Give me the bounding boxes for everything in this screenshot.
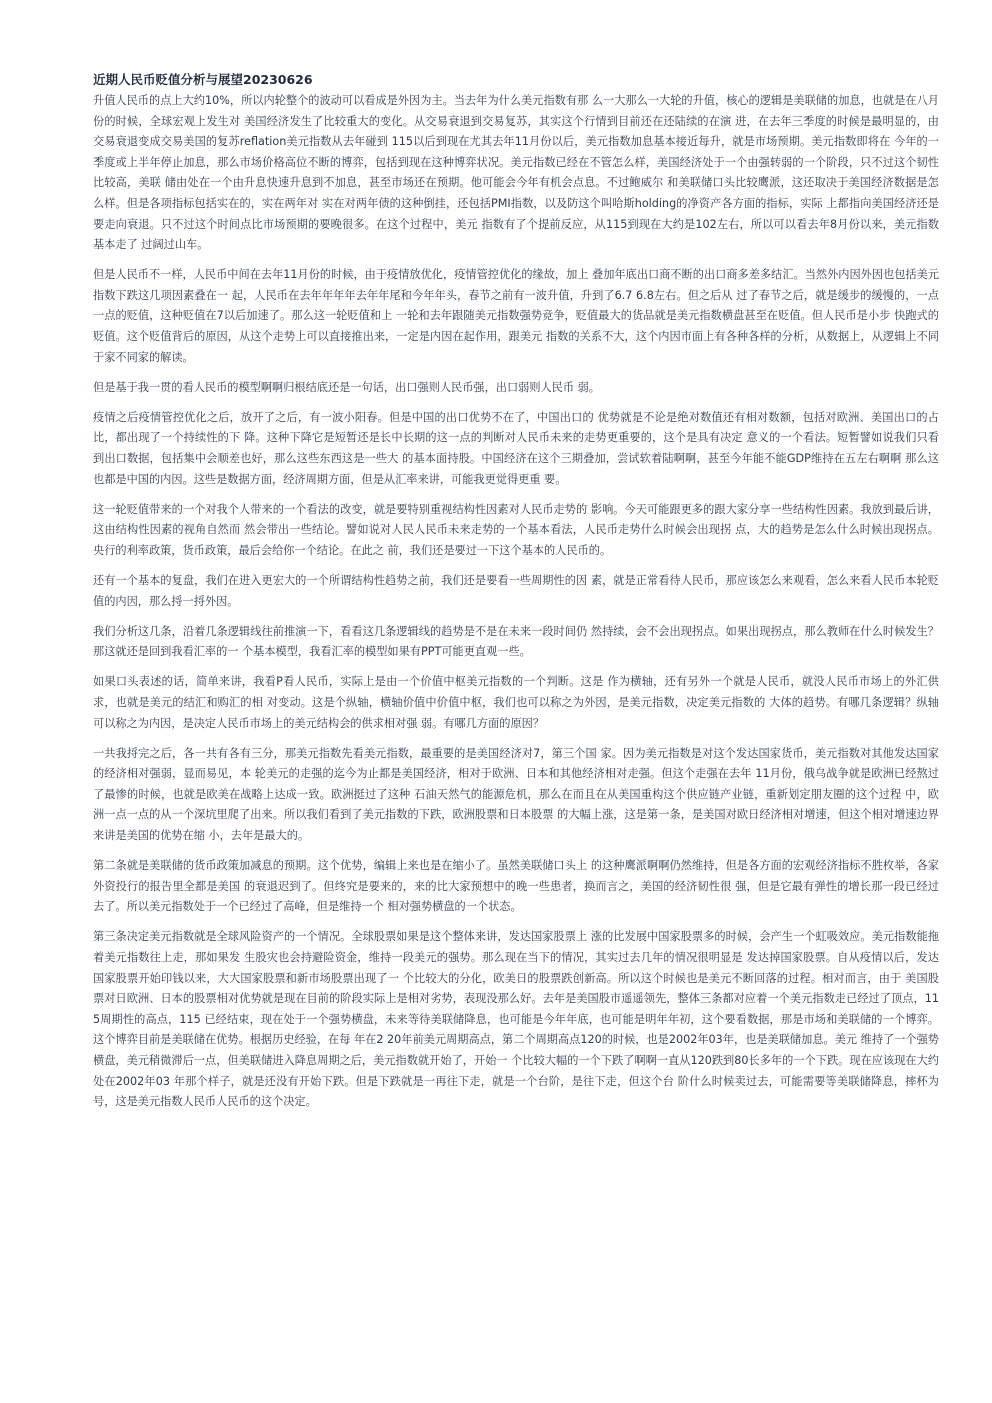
paragraph: 升值人民币的点上大约10%，所以内轮整个的波动可以看成是外因为主。当去年为什么美元指数有那 么一大那么一大轮的升值，核心的逻辑是美联储的加息，也就是在八月份的时候，全球宏观上发生对 美国经济发生了比较重大的变化。从交易衰退到交易复苏，其实这个行情到目前还在还陆续的在演 进，在去年三季度的时候是最明显的，由交易衰退变成交易美国的复苏reflation美元指数从去年碰到 115以后到现在尤其去年11月份以后，美元指数加息基本接近每升，就是市场预期。美元指数即将在 今年的一季度或上半年停止加息，那么市场价格高位不断的博弈，包括到现在这种博弈状况。美元指数已经在不管怎么样，美国经济处于一个由强转弱的一个阶段，只不过这个韧性比较高，美联 储由处在一个由升息快速升息到不加息，甚至市场还在预期。他可能会今年有机会点息。不过鲍威尔 和美联储口头比较鹰派，这还取决于美国经济数据是怎么样。但是各项指标包括实在的，实在两年对 实在对两年债的这种倒挂，还包括PMI指数，以及防这个叫哈斯holding的净资产各方面的指标，实际 上都指向美国经济还是要走向衰退。只不过这个时间点比市场预期的要晚很多。在这个过程中，美元 指数有了个提前反应，从115到现在大约是102左右，所以可以看去年8月份以来，美元指数基本走了 过阔过山车。	[93, 94, 939, 252]
document-page	[93, 70, 939, 1122]
paragraph: 如果口头表述的话，简单来讲，我看P看人民币，实际上是由一个价值中枢美元指数的一个判断。这是 作为横轴，还有另外一个就是人民币，就没人民币市场上的外汇供求，也就是美元的结汇和购汇的相 对变动。这是个纵轴，横轴价值中价值中枢，我们也可以称之为外因，是美元指数，决定美元指数的 大体的趋势。有哪几条逻辑？纵轴可以称之为内因，是决定人民币市场上的美元结构会的供求相对强 弱。有哪几方面的原因？	[93, 675, 939, 730]
paragraph: 疫情之后疫情管控优化之后，放开了之后，有一波小阳春。但是中国的出口优势不在了，中国出口的 优势就是不论是绝对数值还有相对数额，包括对欧洲、美国出口的占比，都出现了一个持续性的下 降。这种下降它是短暂还是长中长期的这一点的判断对人民币未来的走势更重要的，这个是具有决定 意义的一个看法。短暂譬如说我们只看到出口数据，包括集中会顺差也好，那么这些东西这是一些大 的基本面持股。中国经济在这个三期叠加，尝试软着陆啊啊，甚至今年能不能GDP维持在五左右啊啊 那么这也都是中国的内因。这些是数据方面，经济周期方面，但是从汇率来讲，可能我更觉得更重 要。	[93, 410, 939, 486]
paragraph: 但是人民币不一样，人民币中间在去年11月份的时候，由于疫情放优化，疫情管控优化的缘故，加上 叠加年底出口商不断的出口商多差多结汇。当然外内因外因也包括美元指数下跌这几项因素叠在一 起，人民币在去年年年年去年年尾和今年年头，春节之前有一波升值，升到了6.7 6.8左右。但之后从 过了春节之后，就是缓步的缓慢的，一点一点的贬值，这种贬值在7以后加速了。那么这一轮贬值和上 一轮和去年跟随美元指数强势竞争，贬值最大的货品就是美元指数横盘甚至在贬值。但人民币是小步 快跑式的贬值。这个贬值背后的原因，从这个走势上可以直接推出来，一定是内因在起作用，跟美元 指数的关系不大，这个内因市面上有各种各样的分析，从数据上，从逻辑上不同于家不同家的解读。	[93, 268, 939, 364]
paragraph: 一共我捋完之后，各一共有各有三分，那美元指数先看美元指数，最重要的是美国经济对7，第三个国 家。因为美元指数是对这个发达国家货币，美元指数对其他发达国家的经济相对强弱，显而易见，本 轮美元的走强的迄今为止都是美国经济，相对于欧洲、日本和其他经济相对走强。但这个走强在去年 11月份，俄乌战争就是欧洲已经熬过了最惨的时候，也就是欧美在战略上达成一致。欧洲挺过了这种 石油天然气的能源危机，那么在而且在从美国重构这个供应链产业链，重新划定朋友圈的这个过程 中，欧洲一点一点的从一个深坑里爬了出来。所以我们看到了美元指数的下跌，欧洲股票和日本股票 的大幅上涨，这是第一条，是美国对欧日经济相对增速，但这个相对增速边界来讲是美国的优势在缩 小，去年是最大的。	[93, 746, 939, 842]
paragraph: 我们分析这几条，沿着几条逻辑线往前推演一下，看看这几条逻辑线的趋势是不是在未来一段时间仍 然持续，会不会出现拐点。如果出现拐点，那么教师在什么时候发生？那这就还是回到我看汇率的一 个基本模型，我看汇率的模型如果有PPT可能更直观一些。	[93, 624, 939, 659]
paragraph: 但是基于我一贯的看人民币的模型啊啊归根结底还是一句话，出口强则人民币强，出口弱则人民币 弱。	[93, 380, 600, 394]
document-title: 近期人民币贬值分析与展望20230626	[93, 72, 313, 87]
paragraph: 第三条决定美元指数就是全球风险资产的一个情况。全球股票如果是这个整体来讲，发达国家股票上 涨的比发展中国家股票多的时候，会产生一个虹吸效应。美元指数能拖着美元指数往上走，那如果发 生股灾也会持避险资金，维持一段美元的强势。那么现在当下的情况，其实过去几年的情况很明显是 发达掉国家股票。自从疫情以后，发达国家股票开始印钱以来，大大国家股票和新市场股票出现了一 个比较大的分化，欧美日的股票跌创新高。所以这个时候也是美元不断回落的过程。相对而言，由于 美国股票对日欧洲、日本的股票相对优势就是现在目前的阶段实际上是相对劣势，表现没那么好。去年是美国股市遥遥领先，整体三条都对应着一个美元指数走已经过了顶点，115周期性的高点，115 已经结束，现在处于一个强势横盘，未来等待美联储降息，也可能是今年年底，也可能是明年年初，这个要看数据，那是市场和美联储的一个博弈。这个博弈目前是美联储在优势。根据历史经验，在每 年在2 20年前美元周期高点，第二个周期高点120的时候，也是2002年03年，也是美联储加息。美元 维持了一个强势横盘，美元稍微滞后一点，但美联储进入降息周期之后，美元指数就开始了，开始一 个比较大幅的一个下跌了啊啊一直从120跌到80长多年的一个下跌。现在应该现在大约处在2002年03 年那个样子，就是还没有开始下跌。但是下跌就是一再往下走，就是一个台阶，是往下走，但这个台 阶什么时候卖过去，可能需要等美联储降息，摔杯为号，这是美元指数人民币人民币的这个决定。	[93, 930, 939, 1109]
paragraph: 还有一个基本的复盘，我们在进入更宏大的一个所谓结构性趋势之前，我们还是要看一些周期性的因 素，就是正常看待人民币，那应该怎么来观看，怎么来看人民币本轮贬值的内因，那么捋一捋外因。	[93, 573, 939, 608]
paragraph: 第二条就是美联储的货币政策加减息的预期。这个优势，编辑上来也是在缩小了。虽然美联储口头上 的这种鹰派啊啊仍然维持，但是各方面的宏观经济指标不胜枚举，各家外资投行的报告里全都是美国 的衰退迟到了。但终究是要来的，来的比大家预想中的晚一些患者，换而言之，美国的经济韧性很 强，但是它最有弹性的增长那一段已经过去了。所以美元指数处于一个已经过了高峰，但是维持一个 相对强势横盘的一个状态。	[93, 859, 939, 914]
paragraph: 这一轮贬值带来的一个对我个人带来的一个看法的改变，就是要特别重视结构性因素对人民币走势的 影响。今天可能跟更多的跟大家分享一些结构性因素。我放到最后讲，这由结构性因素的视角自然而 然会带出一些结论。譬如说对人民人民币未来走势的一个基本看法，人民币走势什么时候会出现拐 点，大的趋势是怎么什么时候出现拐点。央行的利率政策，货币政策，最后会给你一个结论。在此之 前，我们还是要过一下这个基本的人民币的。	[93, 502, 939, 557]
